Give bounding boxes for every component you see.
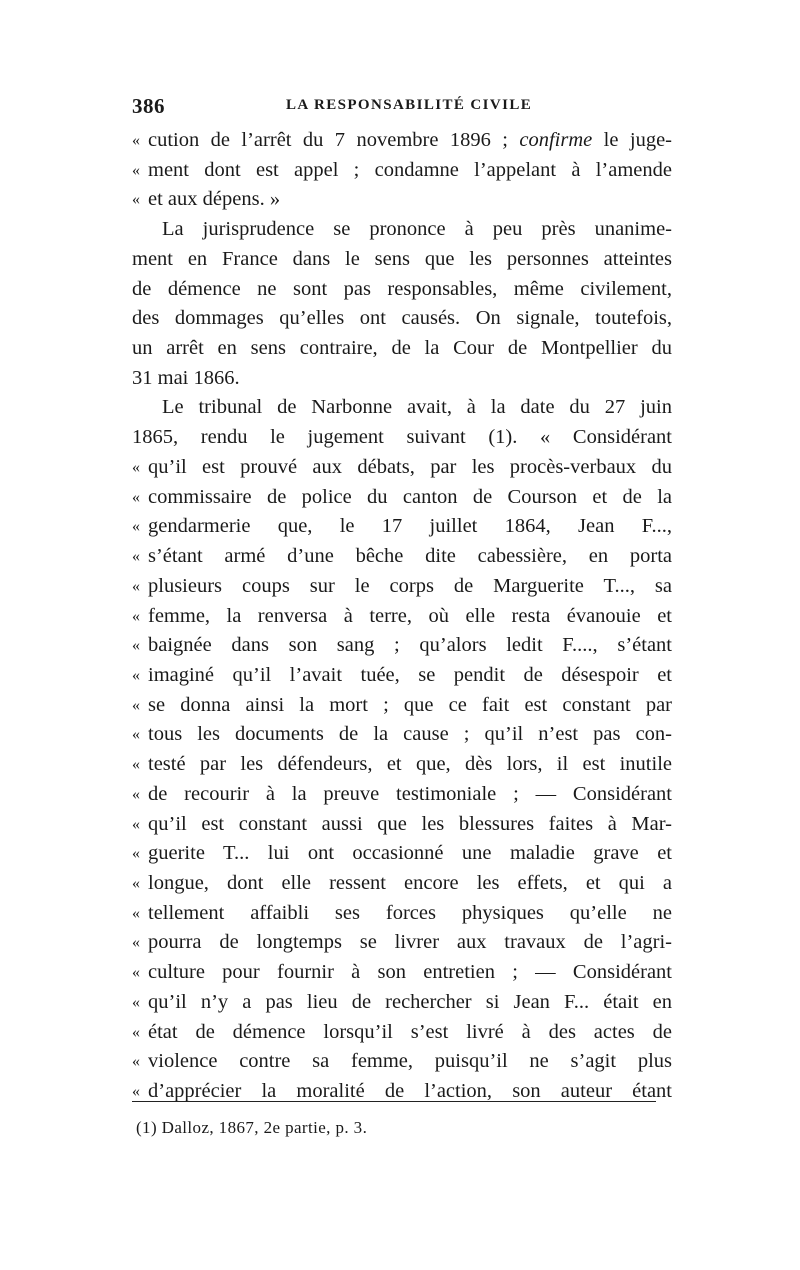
- line-text: gendarmerie que, le 17 juillet 1864, Jean F...,: [148, 515, 672, 538]
- text-line: [132, 185, 672, 215]
- line-text: de recourir à la preuve testimoniale ; — Considérant: [148, 782, 672, 805]
- quote-mark: «: [132, 993, 140, 1011]
- text-line: [132, 720, 672, 750]
- line-text: d’apprécier la moralité de l’action, son auteur étant: [148, 1080, 672, 1102]
- text-line: [132, 810, 672, 840]
- line-text: un arrêt en sens contraire, de la Cour de Montpellier du: [132, 337, 672, 360]
- footnote: (1) Dalloz, 1867, 2e partie, p. 3.: [136, 1118, 368, 1137]
- line-text: violence contre sa femme, puisqu’il ne s’agit plus: [148, 1050, 672, 1073]
- text-line: [132, 512, 672, 542]
- line-text: des dommages qu’elles ont causés. On signale, toutefois,: [132, 307, 672, 330]
- line-text: ment en France dans le sens que les personnes atteintes: [132, 247, 672, 270]
- line-text: pourra de longtemps se livrer aux travaux de l’agri-: [148, 931, 672, 954]
- line-text: testé par les défendeurs, et que, dès lors, il est inutile: [148, 753, 672, 776]
- line-text: 1865, rendu le jugement suivant (1). « Considérant: [132, 426, 672, 449]
- quote-mark: «: [132, 934, 140, 952]
- line-text: de démence ne sont pas responsables, même civilement,: [132, 277, 672, 300]
- text-line: [132, 899, 672, 929]
- line-text: culture pour fournir à son entretien ; — Considérant: [148, 961, 672, 984]
- text-line: [132, 423, 672, 453]
- quote-mark: «: [132, 191, 140, 209]
- text-line: [132, 958, 672, 988]
- line-text: guerite T... lui ont occasionné une maladie grave et: [148, 842, 672, 865]
- footnote-rule: [132, 1101, 656, 1102]
- quote-mark: «: [132, 964, 140, 982]
- text-line: [132, 304, 672, 334]
- line-text: 31 mai 1866.: [132, 366, 240, 389]
- quote-mark: «: [132, 132, 140, 149]
- text-line: [132, 215, 672, 245]
- text-line: [132, 483, 672, 513]
- line-text: baignée dans son sang ; qu’alors ledit F...., s’étant: [148, 634, 672, 657]
- text-line: [132, 364, 672, 394]
- text-line: [132, 1018, 672, 1048]
- line-text: La jurisprudence se prononce à peu près unanime-: [162, 218, 672, 241]
- line-text: longue, dont elle ressent encore les effets, et qui a: [148, 871, 672, 894]
- text-line: [132, 780, 672, 810]
- line-text: Le tribunal de Narbonne avait, à la date du 27 juin: [162, 396, 672, 419]
- line-text: état de démence lorsqu’il s’est livré à des actes de: [148, 1020, 672, 1043]
- line-text: se donna ainsi la mort ; que ce fait est constant par: [148, 693, 672, 716]
- line-emphasis: confirme: [519, 129, 593, 151]
- text-line: [132, 275, 672, 305]
- text-line: [132, 750, 672, 780]
- text-line: [132, 126, 672, 156]
- line-text: imaginé qu’il l’avait tuée, se pendit de désespoir et: [148, 663, 672, 686]
- text-line: [132, 1047, 672, 1077]
- quote-mark: «: [132, 1053, 140, 1071]
- quote-mark: «: [132, 815, 140, 833]
- quote-mark: «: [132, 548, 140, 566]
- line-text: qu’il est constant aussi que les blessures faites à Mar-: [148, 812, 672, 835]
- running-title: LA RESPONSABILITÉ CIVILE: [286, 97, 533, 113]
- quote-mark: «: [132, 577, 140, 595]
- text-line: [132, 245, 672, 275]
- quote-mark: «: [132, 726, 140, 744]
- quote-mark: «: [132, 845, 140, 863]
- line-text: plusieurs coups sur le corps de Marguerite T..., sa: [148, 574, 672, 597]
- body-text: [132, 126, 672, 1107]
- text-line: [132, 542, 672, 572]
- page-number: 386: [132, 94, 165, 118]
- line-text: cution de l’arrêt du 7 novembre 1896 ;: [148, 129, 520, 151]
- line-text: tous les documents de la cause ; qu’il n’est pas con-: [148, 723, 672, 746]
- text-line: [132, 869, 672, 899]
- quote-mark: «: [132, 518, 140, 536]
- text-line: [132, 393, 672, 423]
- quote-mark: «: [132, 488, 140, 506]
- text-line: [132, 928, 672, 958]
- text-line: [132, 691, 672, 721]
- text-line: [132, 156, 672, 186]
- line-text: commissaire de police du canton de Courson et de la: [148, 485, 672, 508]
- text-line: [132, 988, 672, 1018]
- text-line: [132, 453, 672, 483]
- line-text: et aux dépens. »: [148, 188, 281, 211]
- line-text: qu’il n’y a pas lieu de rechercher si Jean F... était en: [148, 990, 672, 1013]
- quote-mark: «: [132, 756, 140, 774]
- quote-mark: «: [132, 637, 140, 655]
- text-line: [132, 334, 672, 364]
- text-line: [132, 661, 672, 691]
- line-text: le juge-: [592, 129, 672, 151]
- line-text: tellement affaibli ses forces physiques qu’elle ne: [148, 901, 672, 924]
- line-text: s’étant armé d’une bêche dite cabessière, en porta: [148, 545, 672, 568]
- quote-mark: «: [132, 904, 140, 922]
- quote-mark: «: [132, 666, 140, 684]
- text-line: [132, 1077, 672, 1107]
- text-line: [132, 631, 672, 661]
- text-line: [132, 602, 672, 632]
- text-line: [132, 839, 672, 869]
- quote-mark: «: [132, 1083, 140, 1100]
- line-text: ment dont est appel ; condamne l’appelant à l’amende: [148, 158, 672, 181]
- quote-mark: «: [132, 785, 140, 803]
- quote-mark: «: [132, 696, 140, 714]
- text-line: [132, 572, 672, 602]
- running-head: [132, 94, 672, 124]
- quote-mark: «: [132, 161, 140, 179]
- quote-mark: «: [132, 458, 140, 476]
- quote-mark: «: [132, 874, 140, 892]
- line-text: qu’il est prouvé aux débats, par les procès-verbaux du: [148, 455, 672, 478]
- quote-mark: «: [132, 1023, 140, 1041]
- quote-mark: «: [132, 607, 140, 625]
- line-text: femme, la renversa à terre, où elle resta évanouie et: [148, 604, 672, 627]
